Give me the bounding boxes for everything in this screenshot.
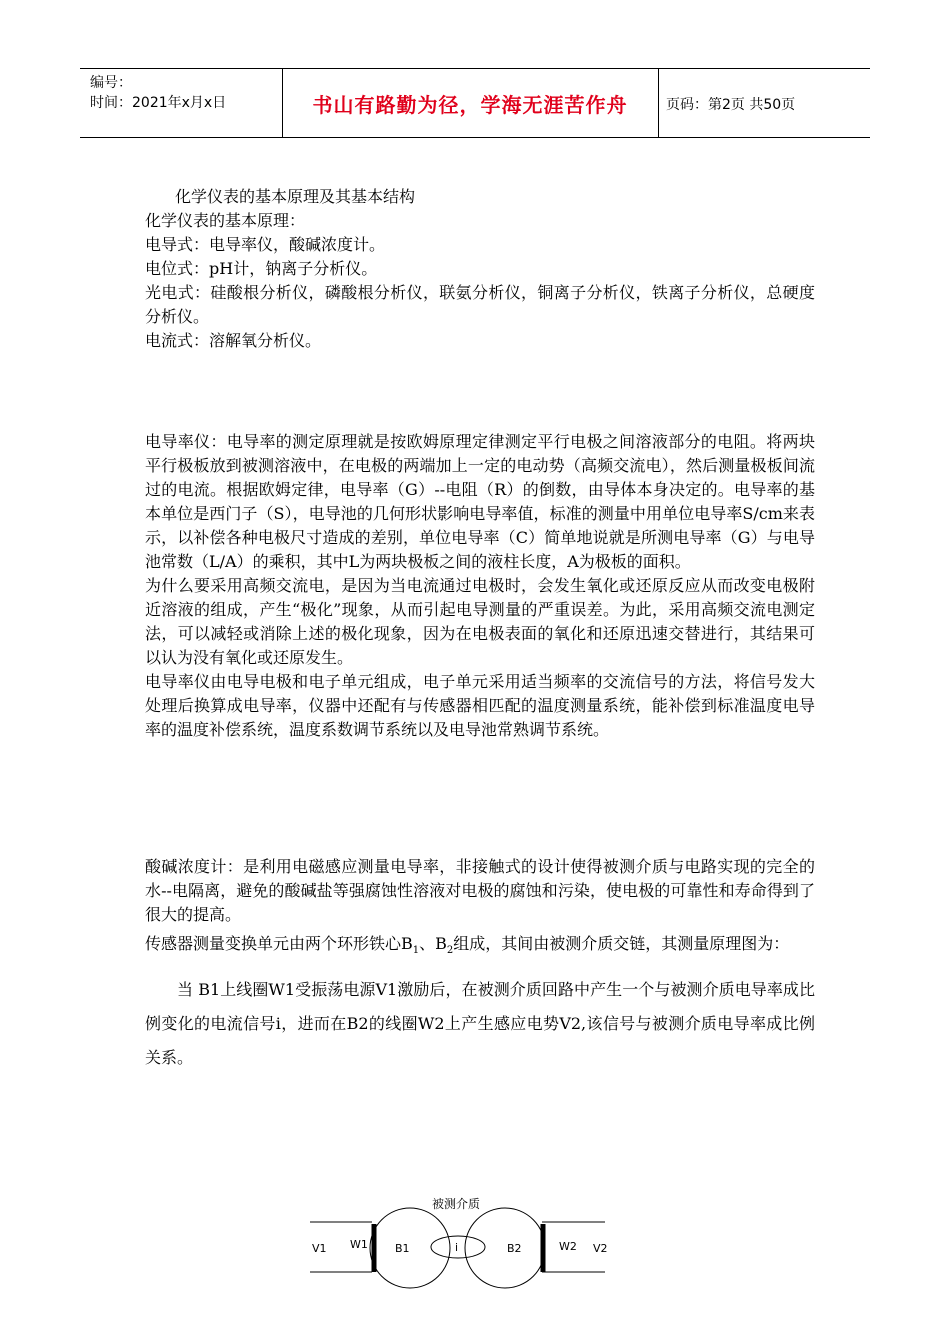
number-label: 编号： [90, 75, 132, 91]
subscript: 1 [412, 945, 420, 957]
text-run: 传感器测量变换单元由两个环形铁心B [145, 934, 413, 953]
label-v2: V2 [593, 1242, 608, 1255]
intro-line: 电位式：pH计，钠离子分析仪。 [145, 259, 378, 278]
intro-section [145, 209, 815, 353]
paragraph: 电导率仪由电导电极和电子单元组成，电子单元采用适当频率的交流信号的方法，将信号发大处理后换算成电导率，仪器中还配有与传感器相匹配的温度测量系统，能补偿到标准温度电导率的温度补偿系统，温度系数调节系统以及电导池常熟调节系统。 [145, 672, 815, 739]
core-b1 [370, 1208, 450, 1288]
header-divider [282, 69, 283, 137]
label-v1: V1 [312, 1242, 327, 1255]
intro-line: 电导式：电导率仪，酸碱浓度计。 [145, 235, 386, 254]
paragraph-with-subscripts [145, 927, 815, 967]
label-w2: W2 [559, 1240, 577, 1253]
paragraph: 电导率仪：电导率的测定原理就是按欧姆原理定律测定平行电极之间溶液部分的电阻。将两块平行极板放到被测溶液中，在电极的两端加上一定的电动势（高频交流电），然后测量极板间流过的电流。根据欧姆定律，电导率（G）--电阻（R）的倒数，由导体本身决定的。电导率的基本单位是西门子（S），电导池的几何形状影响电导率值，标准的测量中用单位电导率S/cm来表示，以补偿各种电极尺寸造成的差别，单位电导率（C）简单地说就是所测电导率（G）与电导池常数（L/A）的乘积，其中L为两块极板之间的液柱长度，A为极板的面积。 [145, 432, 815, 571]
label-b1: B1 [395, 1242, 410, 1255]
acid-section [145, 855, 815, 1075]
page-info: 页码：第2页 共50页 [666, 97, 796, 113]
core-b2 [465, 1208, 545, 1288]
label-i: i [455, 1241, 459, 1254]
header-divider [658, 69, 659, 137]
header-meta [90, 73, 226, 113]
text-run: 组成，其间由被测介质交链，其测量原理图为： [453, 934, 790, 953]
label-w1: W1 [350, 1238, 368, 1251]
intro-line: 光电式：硅酸根分析仪，磷酸根分析仪，联氨分析仪，铜离子分析仪，铁离子分析仪，总硬度分析仪。 [145, 283, 815, 326]
paragraph: 为什么要采用高频交流电，是因为当电流通过电极时，会发生氧化或还原反应从而改变电极附近溶液的组成，产生“极化”现象，从而引起电导测量的严重误差。为此，采用高频交流电测定法，可以减轻或消除上述的极化现象，因为在电极表面的氧化和还原迅速交替进行，其结果可以认为没有氧化或还原发生。 [145, 576, 815, 667]
page-header [80, 68, 870, 138]
paragraph: 当 B1上线圈W1受振荡电源V1激励后，在被测介质回路中产生一个与被测介质电导率成比例变化的电流信号i，进而在B2的线圈W2上产生感应电势V2,该信号与被测介质电导率成比例关系。 [145, 980, 815, 1068]
intro-line: 化学仪表的基本原理： [145, 211, 306, 230]
doc-title: 化学仪表的基本原理及其基本结构 [175, 187, 416, 206]
medium-label: 被测介质 [432, 1197, 481, 1211]
header-motto: 书山有路勤为径，学海无涯苦作舟 [312, 92, 628, 117]
intro-line: 电流式：溶解氧分析仪。 [145, 331, 322, 350]
subscript: 2 [446, 945, 454, 957]
measurement-diagram [300, 1190, 620, 1300]
text-run: 、B [419, 934, 447, 953]
conductivity-section [145, 430, 815, 742]
time-label: 时间：2021年x月x日 [90, 95, 227, 111]
label-b2: B2 [507, 1242, 522, 1255]
paragraph: 酸碱浓度计：是利用电磁感应测量电导率，非接触式的设计使得被测介质与电路实现的完全的水--电隔离，避免的酸碱盐等强腐蚀性溶液对电极的腐蚀和污染，使电极的可靠性和寿命得到了很大的提高。 [145, 857, 815, 924]
